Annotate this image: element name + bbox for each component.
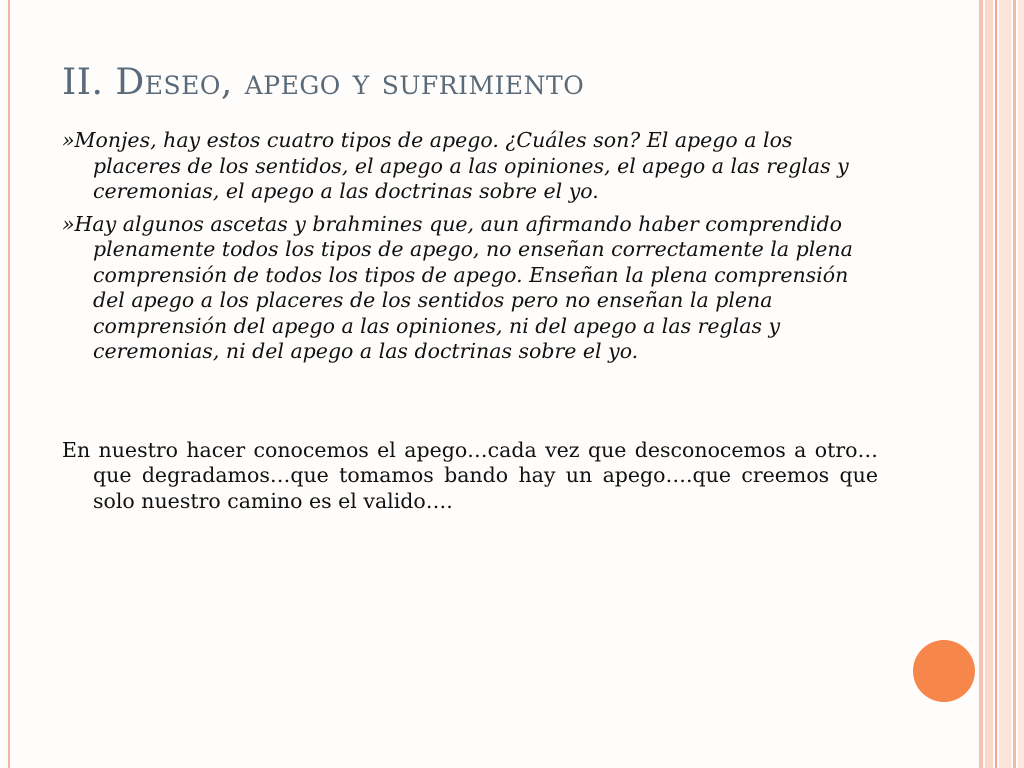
left-border-rule xyxy=(8,0,10,768)
right-stripe xyxy=(1013,0,1016,768)
title-text: Deseo, apego y sufrimiento xyxy=(115,62,585,103)
quote-paragraph-1: »Monjes, hay estos cuatro tipos de apego. ¿Cuáles son? El apego a los placeres de los sentidos, el apego a las opiniones, el apego a las reglas y ceremonias, el apego a las doctrinas sobre el yo. xyxy=(62,128,849,203)
right-stripe xyxy=(995,0,997,768)
right-stripe xyxy=(1018,0,1024,768)
slide-body xyxy=(62,128,878,521)
slide-title xyxy=(62,62,584,103)
right-stripe xyxy=(985,0,993,768)
commentary-paragraph: En nuestro hacer conocemos el apego…cada vez que desconocemos a otro…que degradamos…que tomamos bando hay un apego….que creemos que solo nuestro camino es el valido…. xyxy=(62,437,878,513)
right-stripe xyxy=(999,0,1011,768)
decorative-circle xyxy=(913,640,975,702)
right-stripe xyxy=(979,0,983,768)
title-roman-numeral: II. xyxy=(62,62,104,103)
quote-paragraph-2: »Hay algunos ascetas y brahmines que, aun afirmando haber comprendido plenamente todos los tipos de apego, no enseñan correctamente la plena comprensión de todos los tipos de apego. Enseñan la plena comprensión del apego a los placeres de los sentidos pero no enseñan la plena comprensión del apego a las opiniones, ni del apego a las reglas y ceremonias, ni del apego a las doctrinas sobre el yo. xyxy=(62,211,853,363)
